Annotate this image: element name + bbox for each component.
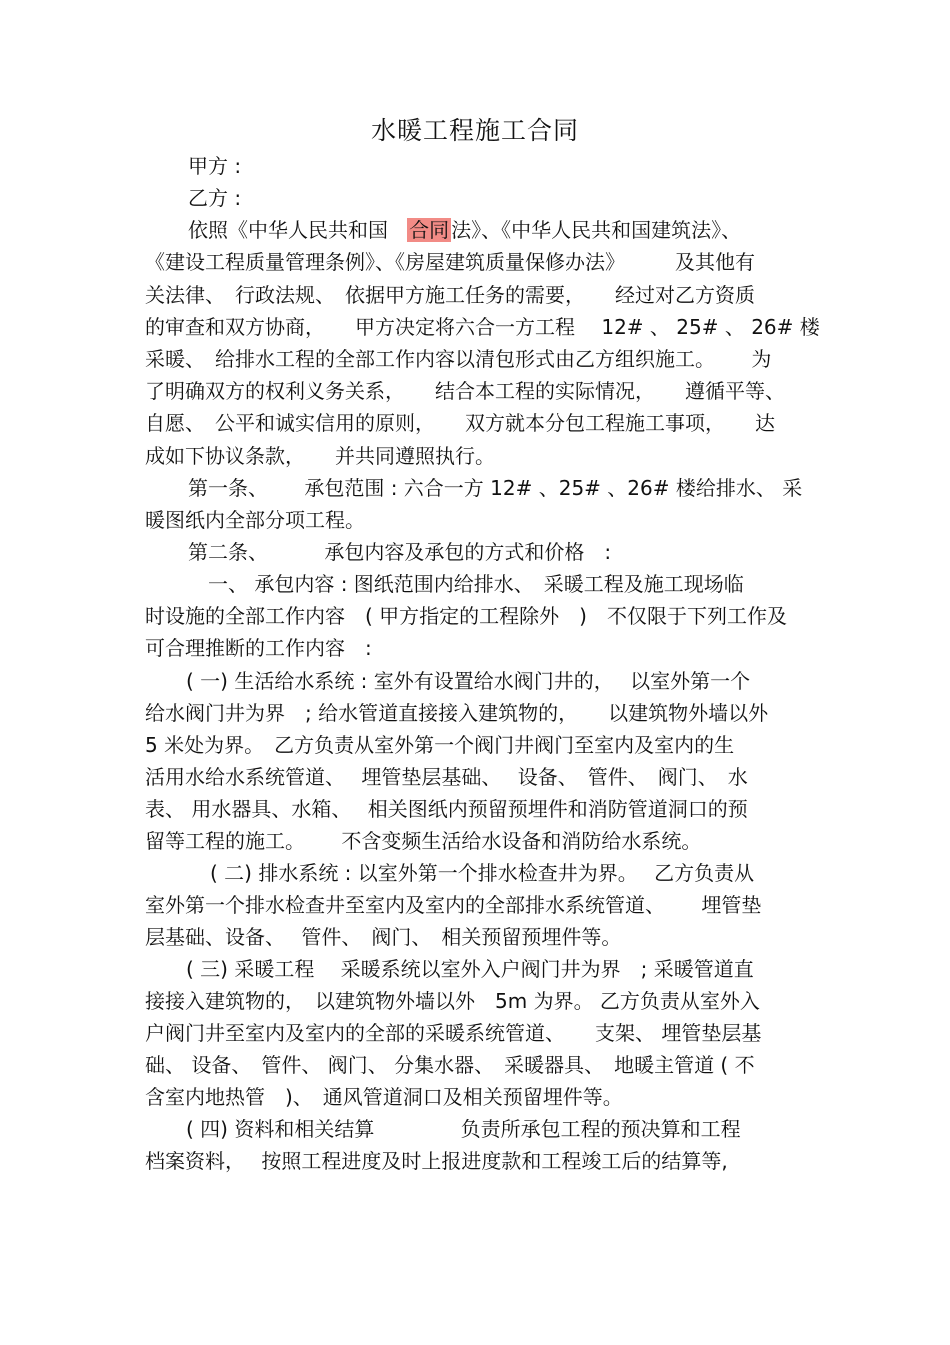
- preamble-line-1: [188, 215, 741, 245]
- preamble-line-4: 的审查和双方协商， 甲方决定将六合一方工程 12# 、 25# 、 26# 楼: [145, 315, 820, 339]
- water-supply-line-2: 给水阀门井为界 ; 给水管道直接接入建筑物的， 以建筑物外墙以外: [145, 701, 769, 725]
- highlighted-term: 合同: [409, 218, 450, 242]
- article-1-line-1: 第一条、 承包范围 : 六合一方 12# 、25# 、26# 楼给排水、 采: [188, 476, 803, 500]
- heating-line-3: 户阀门井至室内及室内的全部的采暖系统管道、 支架、 埋管垫层基: [145, 1021, 762, 1045]
- drainage-line-3: 层基础、设备、 管件、 阀门、 相关预留预埋件等。: [145, 925, 622, 949]
- preamble-line-6: 了明确双方的权利义务关系， 结合本工程的实际情况， 遵循平等、: [145, 379, 785, 403]
- documents-line-2: 档案资料， 按照工程进度及时上报进度款和工程竣工后的结算等,: [145, 1149, 728, 1173]
- preamble-line-3: 关法律、 行政法规、 依据甲方施工任务的需要， 经过对乙方资质: [145, 283, 755, 307]
- article-2-clause-1-line-1: 一、 承包内容 : 图纸范围内给排水、 采暖工程及施工现场临: [208, 572, 744, 596]
- preamble-line-8: 成如下协议条款， 并共同遵照执行。: [145, 444, 495, 468]
- preamble-line-7: 自愿、 公平和诚实信用的原则， 双方就本分包工程施工事项， 达: [145, 411, 775, 435]
- water-supply-line-6: 留等工程的施工。 不含变频生活给水设备和消防给水系统。: [145, 829, 702, 853]
- party-b-label: 乙方 :: [188, 186, 242, 210]
- article-1-line-2: 暖图纸内全部分项工程。: [145, 508, 365, 532]
- article-2-clause-1-line-3: 可合理推断的工作内容 :: [145, 636, 372, 660]
- document-title: 水暖工程施工合同: [370, 116, 579, 145]
- preamble-text: 依照《中华人民共和国: [188, 218, 388, 242]
- heating-line-1: ( 三) 采暖工程 采暖系统以室外入户阀门井为界 ; 采暖管道直: [186, 957, 754, 981]
- article-2-heading: 第二条、 承包内容及承包的方式和价格 :: [188, 540, 612, 564]
- water-supply-line-3: 5 米处为界。 乙方负责从室外第一个阀门井阀门至室内及室内的生: [145, 733, 735, 757]
- water-supply-line-4: 活用水给水系统管道、 埋管垫层基础、 设备、 管件、 阀门、 水: [145, 765, 748, 789]
- documents-line-1: ( 四) 资料和相关结算 负责所承包工程的预决算和工程: [186, 1117, 741, 1141]
- preamble-line-2: 《建设工程质量管理条例》、《房屋建筑质量保修办法》 及其他有: [145, 250, 755, 274]
- heating-line-4: 础、 设备、 管件、 阀门、 分集水器、 采暖器具、 地暖主管道 ( 不: [145, 1053, 755, 1077]
- heating-line-2: 接接入建筑物的， 以建筑物外墙以外 5m 为界。 乙方负责从室外入: [145, 989, 760, 1013]
- preamble-line-5: 采暖、 给排水工程的全部工作内容以清包形式由乙方组织施工。 为: [145, 347, 772, 371]
- preamble-text: 法》、《中华人民共和国建筑法》、: [451, 218, 742, 242]
- heating-line-5: 含室内地热管 )、 通风管道洞口及相关预留埋件等。: [145, 1085, 623, 1109]
- article-2-clause-1-line-2: 时设施的全部工作内容 ( 甲方指定的工程除外 ) 不仅限于下列工作及: [145, 604, 787, 628]
- water-supply-line-1: ( 一) 生活给水系统 : 室外有设置给水阀门井的， 以室外第一个: [186, 669, 751, 693]
- party-a-label: 甲方 :: [188, 154, 242, 178]
- drainage-line-2: 室外第一个排水检查井至室内及室内的全部排水系统管道、 埋管垫: [145, 893, 762, 917]
- water-supply-line-5: 表、 用水器具、水箱、 相关图纸内预留预埋件和消防管道洞口的预: [145, 797, 748, 821]
- drainage-line-1: ( 二) 排水系统 : 以室外第一个排水检查井为界。 乙方负责从: [210, 861, 755, 885]
